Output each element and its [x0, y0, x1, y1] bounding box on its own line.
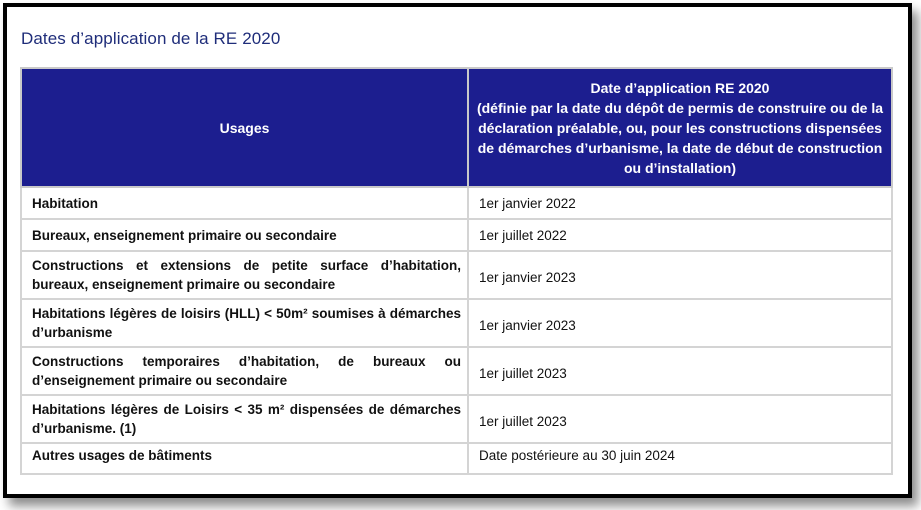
date-cell: [468, 187, 892, 219]
date-value: Date postérieure au 30 juin 2024: [479, 448, 675, 463]
date-cell: [468, 299, 892, 347]
date-cell: [468, 347, 892, 395]
table-row: [21, 347, 892, 395]
table-row: [21, 443, 892, 474]
usage-cell: Autres usages de bâtiments: [21, 443, 468, 474]
table-header-row: [21, 68, 892, 187]
date-cell: [468, 251, 892, 299]
table-row: [21, 395, 892, 443]
usage-cell: Habitation: [21, 187, 468, 219]
date-value: 1er juillet 2023: [479, 365, 567, 381]
date-value: 1er juillet 2022: [479, 227, 567, 243]
page-title: Dates d’application de la RE 2020: [21, 29, 281, 48]
table-row: [21, 219, 892, 251]
usage-cell: Constructions temporaires d’habitation, de bureaux ou d’enseignement primaire ou secondaire: [21, 347, 468, 395]
usage-cell: Constructions et extensions de petite surface d’habitation, bureaux, enseignement primaire ou secondaire: [21, 251, 468, 299]
usage-cell: Bureaux, enseignement primaire ou secondaire: [21, 219, 468, 251]
table-row: [21, 187, 892, 219]
document-frame: [3, 3, 912, 498]
header-date-subtitle: (définie par la date du dépôt de permis de construire ou de la déclaration préalable, ou, pour les constructions dispensées de démarches d’urbanisme, la date de début de construction ou d’installation): [476, 99, 884, 176]
usage-cell: Habitations légères de Loisirs < 35 m² dispensées de démarches d’urbanisme. (1): [21, 395, 468, 443]
header-usages-label: Usages: [219, 119, 270, 136]
header-usages: [21, 68, 468, 187]
date-value: 1er janvier 2023: [479, 269, 576, 285]
table-row: [21, 299, 892, 347]
date-value: 1er janvier 2023: [479, 317, 576, 333]
table-row: [21, 251, 892, 299]
re2020-dates-table: [20, 67, 893, 475]
header-date-title: Date d’application RE 2020: [590, 79, 770, 96]
usage-cell: Habitations légères de loisirs (HLL) < 50m² soumises à démarches d’urbanisme: [21, 299, 468, 347]
date-value: 1er juillet 2023: [479, 413, 567, 429]
date-cell: [468, 395, 892, 443]
date-value: 1er janvier 2022: [479, 195, 576, 211]
header-date-application: [468, 68, 892, 187]
date-cell: [468, 219, 892, 251]
date-cell: [468, 443, 892, 474]
